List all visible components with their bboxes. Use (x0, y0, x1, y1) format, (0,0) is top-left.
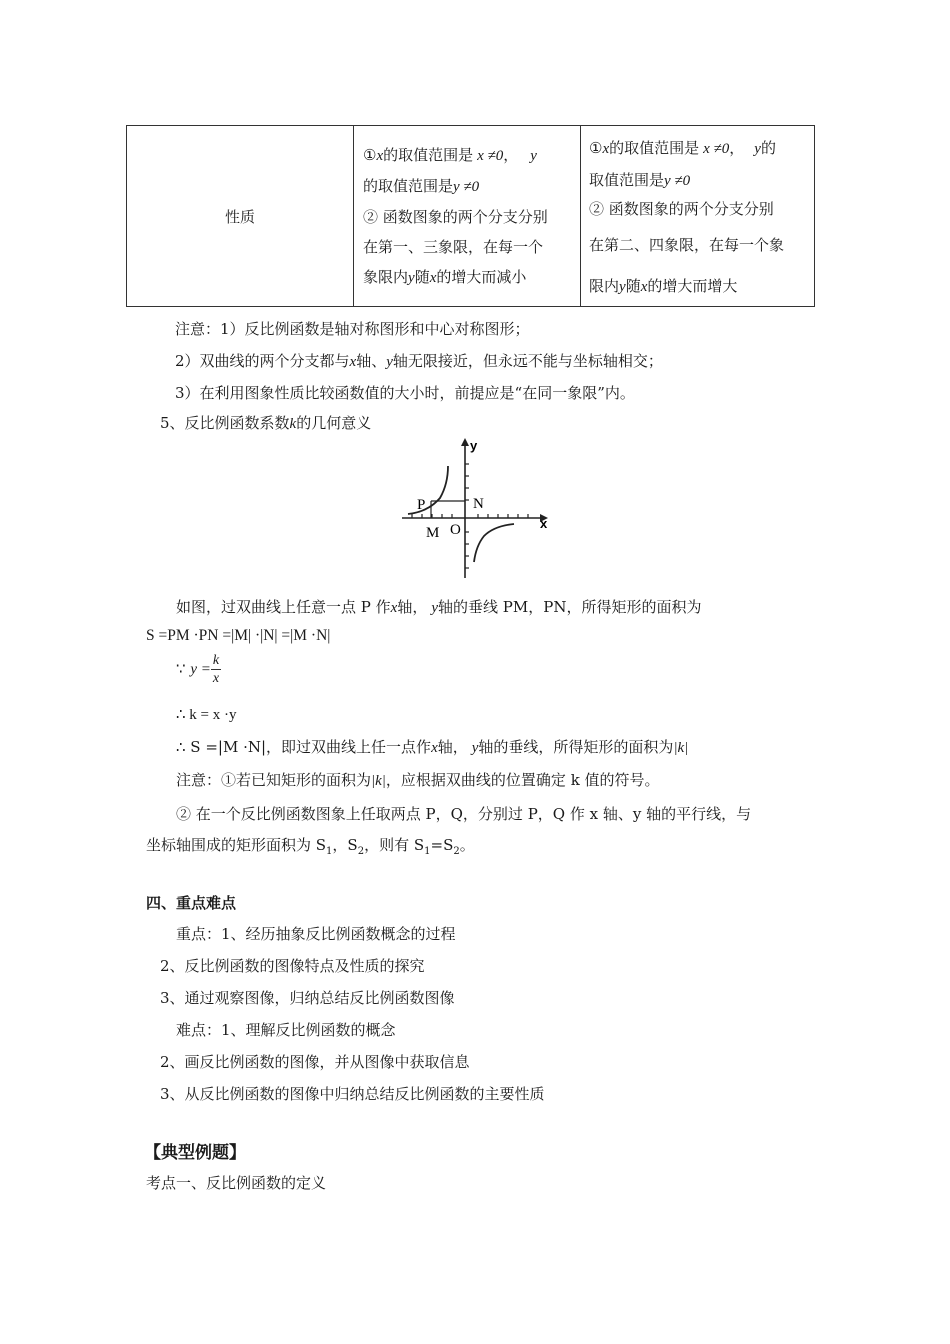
therefore-k-line: ∴ k = x ·y (176, 707, 237, 723)
section-5-heading: 5、反比例函数系数k的几何意义 (160, 414, 372, 432)
hyperbola-branch-lower-right (474, 524, 514, 562)
hyperbola-branch-upper-left (408, 466, 448, 514)
note-3: 3）在利用图象性质比较函数值的大小时，前提应是“在同一象限”内。 (175, 384, 635, 402)
y-axis-arrow (461, 438, 469, 446)
key-point-2: 2、反比例函数的图像特点及性质的探究 (160, 957, 425, 975)
property-label-cell (127, 126, 354, 307)
exam-point-1: 考点一、反比例函数的定义 (146, 1174, 327, 1192)
explain-note-2: ② 在一个反比例函数图象上任取两点 P，Q，分别过 P，Q 作 x 轴、y 轴的平行线，与 (176, 805, 752, 823)
properties-table (126, 125, 815, 307)
note-1: 注意：1）反比例函数是轴对称图形和中心对称图形； (175, 320, 530, 338)
property-label: 性质 (224, 207, 255, 226)
difficulty-2: 2、画反比例函数的图像，并从图像中获取信息 (160, 1053, 470, 1071)
point-P-label: P (417, 497, 426, 513)
key-point-3: 3、通过观察图像，归纳总结反比例函数图像 (160, 989, 455, 1007)
therefore-S-line: ∴ S =|M ·N|，即过双曲线上任一点作x轴， y轴的垂线，所得矩形的面积为|k| (176, 738, 689, 756)
section-4-heading: 四、重点难点 (146, 894, 237, 912)
axis-ticks (412, 464, 528, 568)
y-axis-label: y (470, 438, 478, 453)
examples-heading: 【典型例题】 (144, 1143, 246, 1163)
because-line: ∵ y = $\frac{k}{x}$ (176, 653, 220, 686)
point-N-label: N (473, 496, 484, 512)
positive-k-cell: ①x的取值范围是 x ≠0， y 的取值范围是y ≠0 ② 函数图象的两个分支分别 在第一、三象限，在每一个 象限内y随x的增大而减小 (354, 126, 581, 307)
note-2: 2）双曲线的两个分支都与x轴、y轴无限接近，但永远不能与坐标轴相交； (175, 352, 663, 370)
key-point-1: 重点：1、经历抽象反比例函数概念的过程 (176, 925, 456, 943)
explain-line-1: 如图，过双曲线上任意一点 P 作x轴， y轴的垂线 PM，PN，所得矩形的面积为 (176, 598, 702, 616)
explain-line-2: S =PM ·PN =|M| ·|N| =|M ·N| (146, 627, 331, 644)
fraction-k-over-x: $\frac{k}{x}$ (212, 653, 220, 686)
explain-note-1: 注意：①若已知矩形的面积为|k|，应根据双曲线的位置确定 k 值的符号。 (176, 771, 660, 789)
negative-k-cell: ①x的取值范围是 x ≠0， y的 取值范围是y ≠0 ② 函数图象的两个分支分别 在第二、四象限，在每一个象 限内y随x的增大而增大 (581, 126, 815, 307)
difficulty-3: 3、从反比例函数的图像中归纳总结反比例函数的主要性质 (160, 1085, 545, 1103)
point-M-label: M (426, 525, 440, 541)
hyperbola-figure (398, 436, 550, 582)
x-axis-label: x (540, 516, 548, 531)
difficulty-1: 难点：1、理解反比例函数的概念 (176, 1021, 396, 1039)
origin-O-label: O (450, 522, 461, 538)
explain-note-3: 坐标轴围成的矩形面积为 $S_1$，$S_2$，则有 $S_1=S_2$。 (146, 836, 475, 857)
